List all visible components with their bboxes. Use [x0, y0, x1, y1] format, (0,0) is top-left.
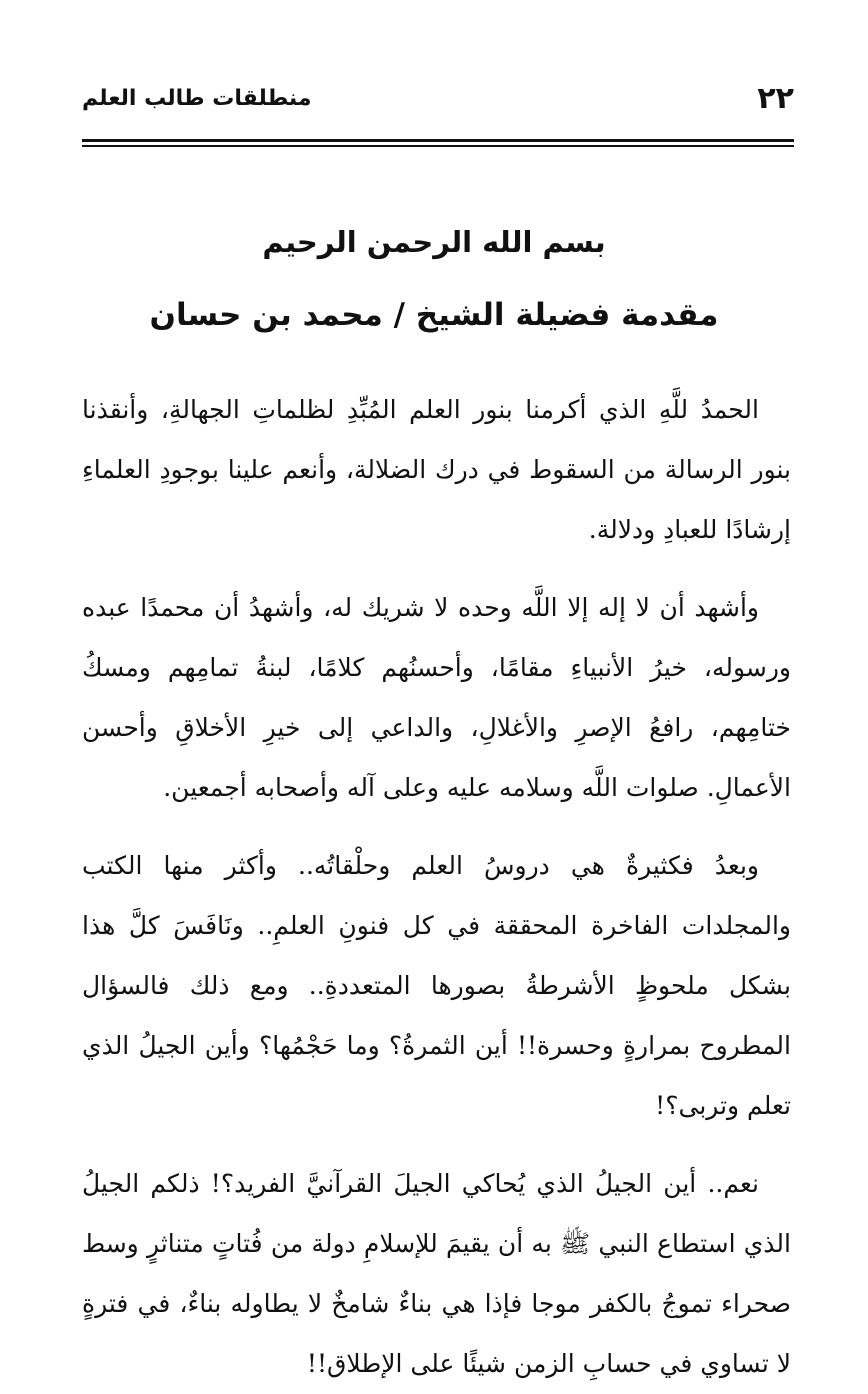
header-rule [82, 139, 794, 148]
page-header [82, 78, 794, 124]
paragraph-1: الحمدُ للَّهِ الذي أكرمنا بنور العلم المُبِّدِ لظلماتِ الجهالةِ، وأنقذنا بنور الرسالة من السقوط في درك الضلالة، وأنعم علينا بوجودِ العلماءِ إرشادًا للعبادِ ودلالة. [82, 395, 791, 544]
preface-title: مقدمة فضيلة الشيخ / محمد بن حسان [149, 297, 719, 333]
basmala: بسم الله الرحمن الرحيم [262, 225, 606, 259]
paragraph-3: وبعدُ فكثيرةٌ هي دروسُ العلم وحلْقاتُه.. وأكثر منها الكتب والمجلدات الفاخرة المحققة في كل فنونِ العلمِ.. ونَافَسَ كلَّ هذا بشكل ملحوظٍ الأشرطةُ بصورها المتعددةِ.. ومع ذلك فالسؤال المطروح بمرارةٍ وحسرة!! أين الثمرةُ؟ وما حَجْمُها؟ وأين الجيلُ الذي تعلم وتربى؟! [82, 851, 791, 1120]
body-text [82, 380, 791, 1394]
page-number: ٢٢ [757, 81, 794, 116]
header-rule-thick [82, 139, 794, 142]
paragraph-2: وأشهد أن لا إله إلا اللَّه وحده لا شريك له، وأشهدُ أن محمدًا عبده ورسوله، خيرُ الأنبياءِ مقامًا، وأحسنُهم كلامًا، لبنةُ تمامِهم ومسكُ ختامِهم، رافعُ الإصرِ والأغلالِ، والداعي إلى خيرِ الأخلاقِ وأحسن الأعمالِ. صلوات اللَّه وسلامه عليه وعلى آله وأصحابه أجمعين. [82, 593, 791, 802]
paragraph-4: نعم.. أين الجيلُ الذي يُحاكي الجيلَ القرآنيَّ الفريد؟! ذلكم الجيلُ الذي استطاع النبي ﷺ به أن يقيمَ للإسلامِ دولة من فُتاتٍ متناثرٍ وسط صحراء تموجُ بالكفر موجا فإذا هي بناءٌ شامخٌ لا يطاوله بناءٌ، في فترةٍ لا تساوي في حسابِ الزمن شيئًا على الإطلاق!! [82, 1169, 791, 1378]
header-rule-thin [82, 145, 794, 147]
running-title: منطلقات طالب العلم [82, 86, 312, 111]
